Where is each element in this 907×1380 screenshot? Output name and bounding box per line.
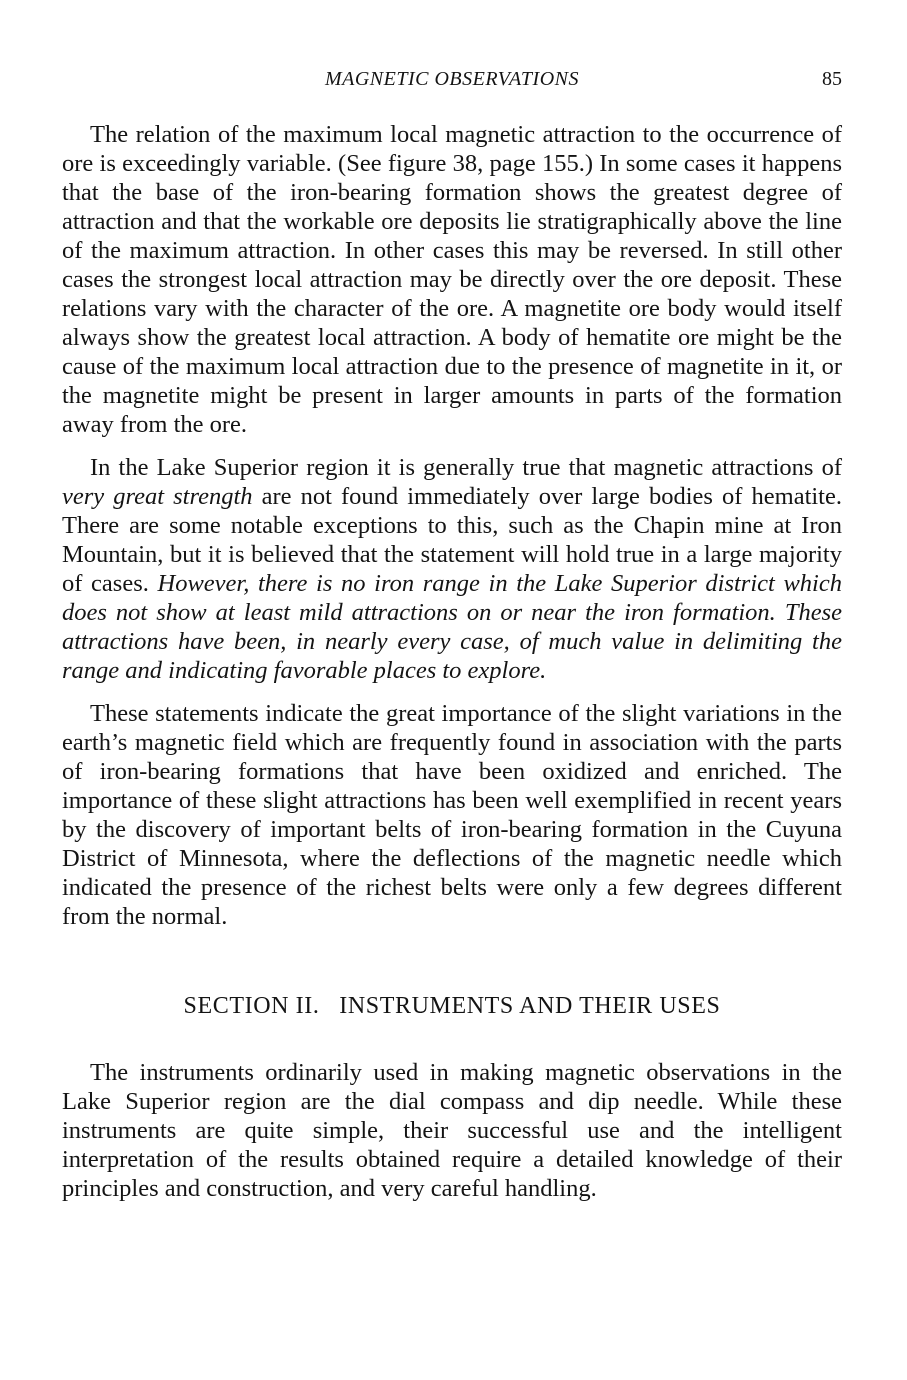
book-page — [62, 64, 842, 1217]
page-number: 85 — [822, 68, 842, 90]
paragraph-importance-of-variations: These statements indicate the great importance of the slight variations in the earth’s magnetic field which are frequently found in association with the parts of iron-bearing formations that have been oxidized and enriched. The importance of these slight attractions has been well exemplified in recent years by the discovery of important belts of iron-bearing formation in the Cuyuna District of Minnesota, where the deflections of the magnetic needle which indicated the presence of the richest belts were only a few degrees different from the normal. — [62, 700, 842, 930]
body-text — [62, 120, 842, 1203]
section-heading-text: SECTION II. INSTRUMENTS AND THEIR USES — [183, 993, 721, 1019]
emphasis-very-great-strength: very great strength — [62, 483, 253, 510]
paragraph-attraction-variability: The relation of the maximum local magnetic attraction to the occurrence of ore is exceedingly variable. (See figure 38, page 155.) In some cases it happens that the base of the iron-bearing formation shows the greatest degree of attraction and that the workable ore deposits lie stratigraphically above the line of the maximum attraction. In other cases this may be reversed. In still other cases the strongest local attraction may be directly over the ore deposit. These relations vary with the character of the ore. A magnetite ore body would itself always show the greatest local attraction. A body of hematite ore might be the cause of the maximum local attraction due to the presence of magnetite in it, or the magnetite might be present in larger amounts in parts of the formation away from the ore. — [62, 121, 842, 438]
paragraph-instruments: The instruments ordinarily used in making magnetic observations in the Lake Superior region are the dial compass and dip needle. While these instruments are quite simple, their successful use and the intelligent interpretation of the results obtained require a detailed knowledge of their principles and construction, and very careful handling. — [62, 1059, 842, 1202]
paragraph-text-run: In the Lake Superior region it is generally true that magnetic attractions of — [90, 454, 842, 481]
paragraph-lake-superior — [62, 453, 842, 685]
section-heading — [62, 993, 842, 1020]
emphasis-however-passage: However, there is no iron range in the Lake Superior district which does not show at least mild attractions on or near the iron formation. These attractions have been, in nearly every case, of much value in delimiting the range and indicating favorable places to explore. — [62, 570, 842, 684]
running-head — [62, 64, 842, 98]
running-title: MAGNETIC OBSERVATIONS — [324, 68, 579, 90]
paragraph-text-run: are not found immediately over large bodies of hematite. There are some notable exceptions to this, such as the Chapin mine at Iron Mountain, but it is believed that the statement will hold true in a large majority of cases. — [62, 483, 842, 597]
